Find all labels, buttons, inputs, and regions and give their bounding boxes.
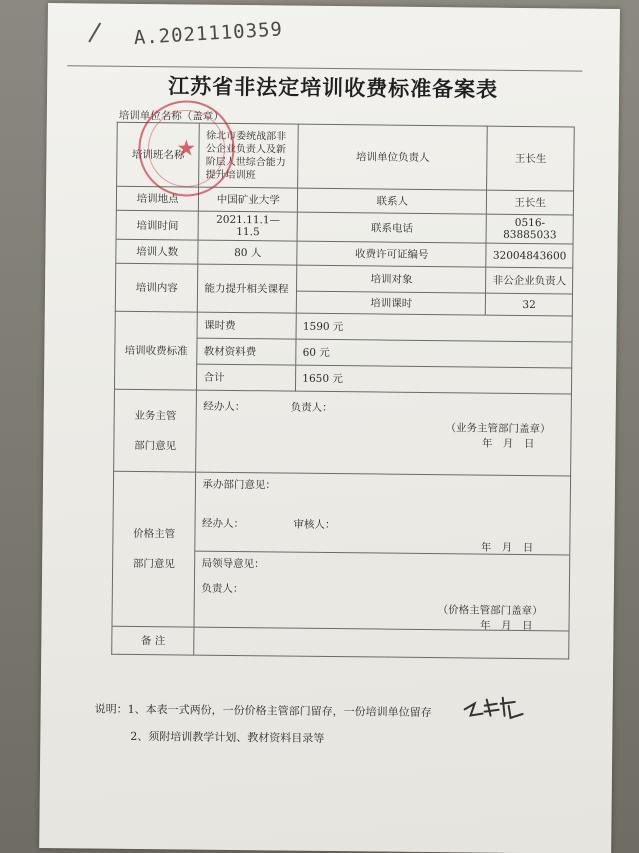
location-value: 中国矿业大学: [199, 187, 298, 212]
time-label: 培训时间: [116, 210, 199, 240]
dept-label-line2: 部门意见: [134, 439, 177, 452]
dept-seal-note: （业务主管部门盖章）: [445, 422, 551, 436]
dept-opinion-label: [114, 389, 197, 472]
dept-date: 年 月 日: [481, 437, 535, 451]
bureau-section: [195, 551, 569, 631]
price-reviewer-label: 审核人：: [293, 518, 336, 532]
filing-form-table: [111, 122, 575, 660]
price-handler-label: 经办人：: [201, 517, 245, 531]
class-name-label: 培训班名称: [117, 122, 200, 187]
content-value: 能力提升相关课程: [198, 264, 297, 313]
pen-mark: [88, 23, 101, 43]
target-value: 非公企业负责人: [486, 267, 573, 294]
license-label: 收费许可证编号: [297, 241, 486, 267]
page-title: 江苏省非法定培训收费标准备案表: [168, 74, 499, 102]
contact-label: 联系人: [298, 188, 487, 214]
note-line-2: 2、须附培训教学计划、教材资料目录等: [130, 729, 325, 745]
note-line-1: 说明：1、本表一式两份，一份价格主管部门留存，一份培训单位留存: [94, 702, 432, 720]
bureau-opinion-label: 局领导意见：: [201, 557, 265, 571]
price-seal-note: （价格主管部门盖章）: [437, 604, 543, 618]
contact-value: 王长生: [487, 190, 574, 215]
unit-head-label: 培训单位负责人: [298, 124, 488, 190]
dept-responsible-label: 负责人：: [290, 401, 333, 415]
fee-item-amount: 1650 元: [296, 365, 572, 394]
handwritten-signature: [461, 693, 541, 720]
serial-number: A.2021110359: [133, 18, 284, 50]
price-date-1: 年 月 日: [480, 541, 534, 555]
price-responsible-label: 负责人：: [201, 582, 244, 596]
price-opinion-area: [194, 472, 570, 631]
phone-value: 0516-83885033: [486, 214, 573, 244]
notes-section: [94, 696, 432, 754]
fee-item-name: 合计: [197, 364, 296, 391]
price-label-line1: 价格主管: [133, 527, 176, 541]
license-value: 32004843600: [486, 243, 573, 268]
fee-item-name: 教材资料费: [197, 338, 296, 365]
content-label: 培训内容: [115, 263, 198, 312]
official-seal: [138, 100, 235, 197]
price-opinion-label: [112, 471, 196, 627]
price-label-line2: 部门意见: [132, 557, 175, 571]
hours-value: 32: [486, 293, 573, 316]
seal-star-icon: ★: [176, 136, 197, 162]
phone-label: 联系电话: [297, 212, 487, 243]
hours-label: 培训课时: [297, 291, 486, 315]
fee-item-amount: 60 元: [296, 339, 572, 368]
dept-handler-label: 经办人：: [203, 400, 246, 414]
organizer-opinion-label: 承办部门意见：: [202, 478, 277, 492]
location-label: 培训地点: [116, 186, 199, 211]
price-date-2: 年 月 日: [479, 619, 533, 633]
remarks-label: 备 注: [112, 626, 195, 655]
class-name-value: 徐北市委统战部非公企业负责人及新阶层人世综合能力提升培训班: [199, 123, 298, 188]
dept-opinion-area: [196, 390, 571, 476]
unit-name-label: 培训单位名称（盖章）: [118, 109, 224, 123]
fee-item-amount: 1590 元: [296, 313, 572, 342]
count-value: 80 人: [198, 240, 297, 265]
fee-item-name: 课时费: [197, 312, 296, 339]
unit-head-value: 王长生: [487, 126, 574, 191]
fee-label: 培训收费标准: [114, 311, 197, 390]
count-label: 培训人数: [116, 239, 199, 264]
time-value: 2021.11.1—11.5: [199, 211, 298, 241]
dept-label-line1: 业务主管: [134, 409, 177, 422]
organizer-section: [196, 473, 570, 555]
document-sheet: [39, 3, 620, 853]
target-label: 培训对象: [297, 265, 486, 293]
